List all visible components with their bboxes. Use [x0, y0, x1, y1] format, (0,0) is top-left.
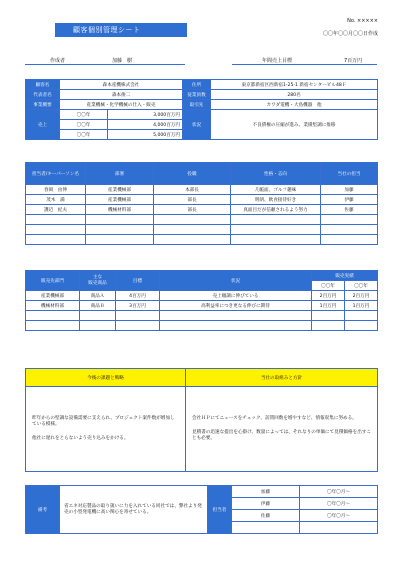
person-name: 茂木 満 [26, 195, 86, 205]
sales-year: 〇〇年 [60, 130, 108, 140]
sales-header: 状況 [160, 271, 312, 291]
rep-name: 森本俊二 [60, 90, 183, 100]
reps-label: 担当者 [208, 486, 232, 534]
remarks-text: 省エネ対応製品の取り扱いに力を入れている同社では、弊社より発売の小型発電機に高い関心を寄せている。 [60, 486, 208, 534]
target-underline [232, 64, 377, 65]
sales-header: 販売先部門 [26, 271, 80, 291]
person-name: 春岡 由伸 [26, 185, 86, 195]
business-label: 事業概要 [26, 100, 60, 110]
table-row [26, 321, 378, 331]
sales-year-header: 〇〇年 [345, 281, 378, 291]
table-row [26, 235, 378, 245]
rep-name [232, 522, 300, 534]
sales-amount: 5,000百万円 [108, 130, 183, 140]
sales-table [25, 270, 378, 331]
sales-product: 商品Ａ [80, 291, 116, 301]
table-row [26, 205, 378, 215]
business-summary: 産業機械・化学機械の仕入・販売 [60, 100, 183, 110]
partner-label: 取引先 [183, 100, 211, 110]
sales-target: 4百万円 [116, 291, 160, 301]
author-value: 加藤 樹 [112, 58, 133, 64]
strategy-right-content [186, 387, 378, 472]
sales-amount: 4,000百万円 [108, 120, 183, 130]
rep-period: 〇年〇月～ [300, 510, 378, 522]
sales-result: 1百万円 [312, 301, 345, 311]
strategy-left-line: 他社に遅れをとらないよう売り込みをかける。 [32, 436, 129, 441]
remarks-table [25, 485, 378, 534]
employees: 280名 [211, 90, 378, 100]
sales-header: 目標 [116, 271, 160, 291]
strategy-table [25, 368, 378, 472]
address: 東京都新宿区西新宿1-25-1 新宿センタービル48Ｆ [211, 80, 378, 90]
rep-period: 〇年〇月～ [300, 486, 378, 498]
target-label: 年間売上目標 [262, 58, 293, 64]
table-row [26, 311, 378, 321]
strategy-left-line: 昨年からの堅調な設備需要に支えられ、プロジェクト案件数が増加している模様。 [32, 416, 175, 427]
person-assignee: 伊藤 [321, 195, 378, 205]
main-products-header: 主な 販売商品 [88, 274, 107, 286]
person-position: 本部長 [154, 185, 231, 195]
person-character: 几帳面、ゴルフ趣味 [231, 185, 321, 195]
persons-header: 部署 [86, 163, 154, 185]
table-row [26, 291, 378, 301]
persons-header: 当社の担当 [321, 163, 378, 185]
sales-status: 高利益率につき更なる伸びに期待 [160, 301, 312, 311]
persons-header: 役職 [154, 163, 231, 185]
customer-table [25, 79, 378, 140]
rep-name: 佐藤 [232, 510, 300, 522]
table-row [26, 301, 378, 311]
strategy-right-line: 会社ＨＰにてニュースをチェック、訪問回数を増やすなど、情報収集に努める。 [192, 416, 357, 421]
sales-department: 機械材料部 [26, 301, 80, 311]
persons-header: 担当者/キーパーソン名 [26, 163, 86, 185]
customer-name: 森本産機株式会社 [60, 80, 183, 90]
table-row [26, 185, 378, 195]
person-character: 真面目だが信頼されるよう努力 [231, 205, 321, 215]
document-date: 〇〇年〇〇月〇〇日作成 [322, 31, 378, 37]
person-character: 明朗、飲食接待好き [231, 195, 321, 205]
rep-period [300, 522, 378, 534]
sales-product: 商品Ｂ [80, 301, 116, 311]
person-position: 部長 [154, 205, 231, 215]
employees-label: 従業員数 [183, 90, 211, 100]
rep-period: 〇年〇月～ [300, 498, 378, 510]
sales-year: 〇〇年 [60, 110, 108, 120]
page-title: 顧客個別管理シート [55, 23, 187, 37]
partners: カワダ電機・大島機器 他 [211, 100, 378, 110]
sales-status: 売上順調に伸びている [160, 291, 312, 301]
person-assignee: 加藤 [321, 185, 378, 195]
person-assignee: 佐藤 [321, 205, 378, 215]
document-number: No. ××××× [347, 18, 378, 24]
status-label: 状況 [183, 110, 211, 140]
remarks-label: 備考 [26, 486, 60, 534]
sales-year-header: 〇〇年 [312, 281, 345, 291]
sales-target: 3百万円 [116, 301, 160, 311]
strategy-right-line: 見積書の迅速な提出を心掛け、数量によっては、それなりの単価にて見積価格を出すことも必要。 [192, 430, 371, 441]
sales-label: 売上 [26, 110, 60, 140]
strategy-left-content [26, 387, 186, 472]
person-department: 産業機械部 [86, 195, 154, 205]
sales-department: 産業機械部 [26, 291, 80, 301]
strategy-left-header: 今後の課題と戦略 [26, 369, 186, 387]
sales-result: 2百万円 [345, 291, 378, 301]
table-row [26, 225, 378, 235]
rep-label: 代表者名 [26, 90, 60, 100]
address-label: 住所 [183, 80, 211, 90]
sales-year: 〇〇年 [60, 120, 108, 130]
persons-header: 性格・志向 [231, 163, 321, 185]
customer-name-label: 顧客名 [26, 80, 60, 90]
strategy-right-header: 当社の取組みと方針 [186, 369, 378, 387]
table-row [26, 195, 378, 205]
rep-name: 伊藤 [232, 498, 300, 510]
table-row [26, 215, 378, 225]
sales-amount: 3,000百万円 [108, 110, 183, 120]
author-underline [25, 64, 185, 65]
person-name: 護辺 紀夫 [26, 205, 86, 215]
sales-header: 販売実績 [312, 271, 378, 281]
persons-table [25, 162, 378, 245]
author-label: 作成者 [50, 58, 66, 64]
person-department: 産業機械部 [86, 185, 154, 195]
status: 不良債権の圧縮が進み、業績堅調に推移 [211, 110, 378, 140]
sales-result: 2百万円 [312, 291, 345, 301]
target-value: 7百万円 [344, 58, 363, 64]
rep-name: 加藤 [232, 486, 300, 498]
person-department: 機械材料部 [86, 205, 154, 215]
sales-result: 1百万円 [345, 301, 378, 311]
sales-header [80, 271, 116, 291]
person-position: 部長 [154, 195, 231, 205]
